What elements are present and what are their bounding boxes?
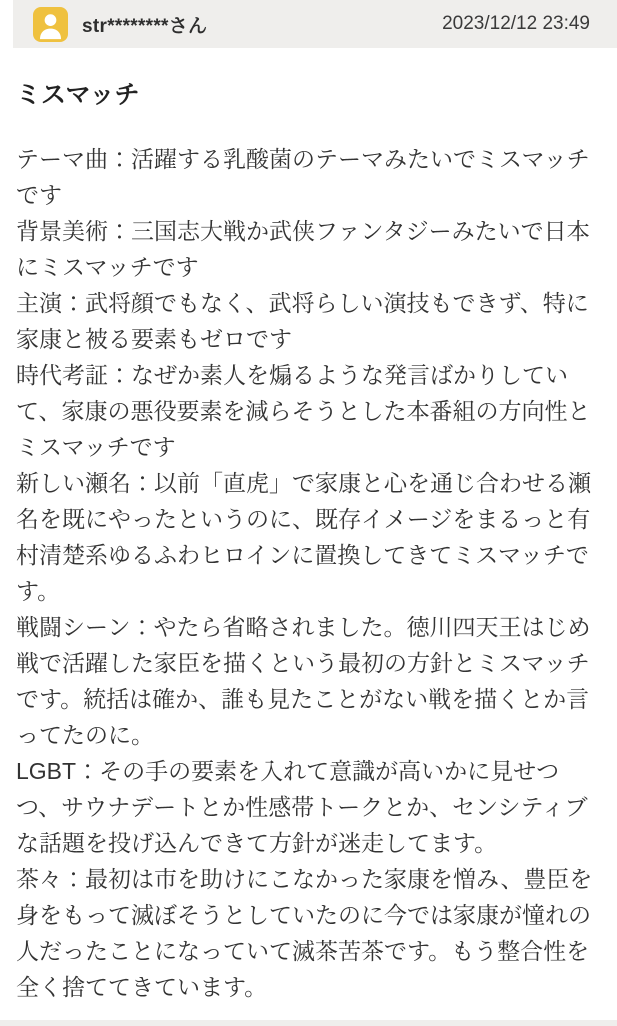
review-paragraph: 背景美術：三国志大戦か武侠ファンタジーみたいで日本にミスマッチです bbox=[16, 218, 590, 280]
review-header bbox=[13, 0, 617, 48]
review-title: ミスマッチ bbox=[16, 81, 140, 109]
reviewer-username: str********さん bbox=[82, 15, 208, 37]
review-paragraph: 時代考証：なぜか素人を煽るような発言ばかりしていて、家康の悪役要素を減らそうとした本番組の方向性とミスマッチです bbox=[16, 362, 591, 460]
avatar bbox=[33, 7, 68, 42]
person-icon bbox=[33, 7, 68, 42]
review-paragraph: LGBT：その手の要素を入れて意識が高いかに見せつつ、サウナデートとか性感帯トークとか、センシティブな話題を投げ込んできて方針が迷走してます。 bbox=[16, 758, 588, 856]
review-paragraph: 戦闘シーン：やたら省略されました。徳川四天王はじめ戦で活躍した家臣を描くという最初の方針とミスマッチです。統括は確か、誰も見たことがない戦を描くとか言ってたのに。 bbox=[16, 614, 591, 748]
review-paragraph: テーマ曲：活躍する乳酸菌のテーマみたいでミスマッチです bbox=[16, 146, 590, 208]
review-timestamp: 2023/12/12 23:49 bbox=[442, 13, 590, 34]
review-body bbox=[16, 141, 601, 1005]
review-paragraph: 主演：武将顔でもなく、武将らしい演技もできず、特に家康と被る要素もゼロです bbox=[16, 290, 589, 352]
review-paragraph: 新しい瀬名：以前「直虎」で家康と心を通じ合わせる瀬名を既にやったというのに、既存イメージをまるっと有村清楚系ゆるふわヒロインに置換してきてミスマッチです。 bbox=[16, 470, 591, 604]
next-card-divider bbox=[0, 1020, 617, 1026]
review-paragraph: 茶々：最初は市を助けにこなかった家康を憎み、豊臣を身をもって滅ぼそうとしていたのに今では家康が憧れの人だったことになっていて滅茶苦茶です。もう整合性を全く捨ててきています。 bbox=[16, 866, 593, 1000]
